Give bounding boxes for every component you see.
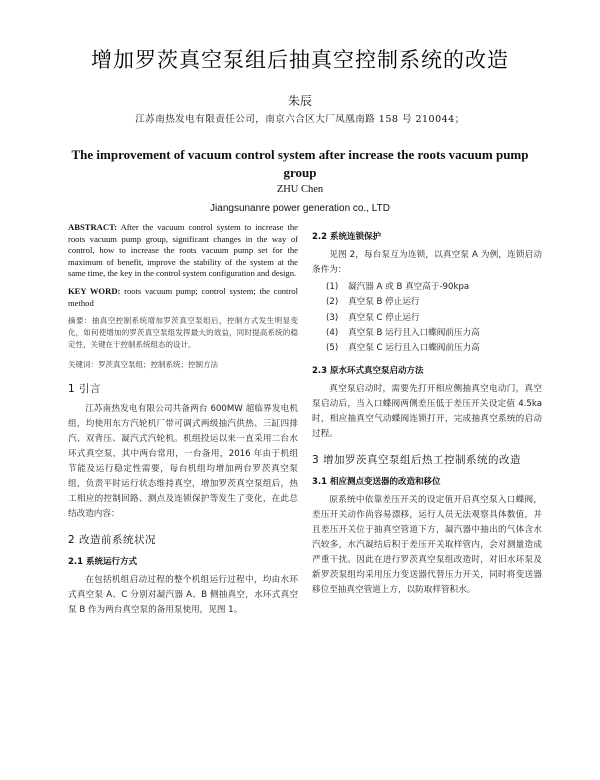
section-2-2-paragraph: 见图 2，每台泵互为连锁，以真空泵 A 为例，连锁启动条件为：: [312, 250, 542, 275]
abstract-label: ABSTRACT:: [68, 222, 118, 232]
section-2-1-paragraph: 在包括机组启动过程的整个机组运行过程中，均由水环式真空泵 A、C 分别对凝汽器 A、B 侧抽真空，水环式真空泵 B 作为两台真空泵的备用泵使用，见图 1。: [68, 575, 298, 616]
section-2-3-paragraph: 真空泵启动时，需要先打开相应侧抽真空电动门，真空泵启动后，当入口蝶阀两侧差压低于差压开关设定值 4.5ka 时，相应抽真空气动蝶阀连锁打开，完成抽真空系统的启动过程。: [312, 384, 542, 440]
english-author: ZHU Chen: [276, 184, 324, 195]
keywords-text: roots vacuum pump; control system; the control method: [68, 285, 298, 308]
section-2-3-heading: 2.3 原水环式真空泵启动方法: [312, 366, 424, 377]
interlock-conditions-list: [312, 280, 542, 356]
english-title: The improvement of vacuum control system after increase the roots vacuum pump group: [71, 147, 529, 180]
section-3-1-heading: 3.1 相应测点变送器的改造和移位: [312, 477, 441, 488]
abstract-chinese: 摘要：抽真空控制系统增加罗茨真空泵组后，控制方式发生明显变化，如何使增加的罗茨真空泵组发挥最大的效益，同时提高系统的稳定性，关键在于控制系统组态的设计。: [68, 316, 298, 350]
section-1-paragraph: 江苏南热发电有限公司共备两台 600MW 超临界发电机组，均使用东方汽轮机厂带可调式两级抽汽供热、三缸四排汽、双背压、凝汽式汽轮机。机组投运以来一直采用二台水环式真空泵，其中两台常用，一台备用，2016 年由于机组节能及运行稳定性需要，每台机组均增加两台罗茨真空泵组，负责平时运行状态维持真空，增加罗茨真空泵组后，热工相应的控制回路、测点及连锁保护等发生了变化，在此总结改造内容：: [68, 404, 298, 520]
abstract-text: After the vacuum control system to increase the roots vacuum pump group, significant changes in the way of control, how to increase the roots vacuum pump set for the maximum of benefit, improve the stability of the system at the same time, the key in the control system configuration and design.: [68, 222, 298, 279]
keywords-english: [68, 286, 298, 309]
section-2-1-heading: 2.1 系统运行方式: [68, 557, 138, 568]
abstract-english: [68, 222, 298, 280]
left-column: [68, 222, 298, 618]
author-name: 朱辰: [287, 94, 312, 108]
keywords-label: KEY WORD:: [68, 285, 121, 296]
section-1-heading: 1 引言: [68, 383, 102, 396]
english-affiliation: Jiangsunanre power generation co., LTD: [210, 203, 390, 214]
paper-title: 增加罗茨真空泵组后抽真空控制系统的改造: [91, 48, 509, 72]
list-item: (3) 真空泵 C 停止运行: [326, 312, 420, 323]
section-3-1-paragraph: 原系统中依靠差压开关的设定值开启真空泵入口蝶阀，差压开关动作尚容易漂移，运行人员无法观察具体数值，并且差压开关位于抽真空管道下方，凝汽器中抽出的气体含水汽较多，水汽凝结后积于差压开关取样管内，会对测量造成严重干扰。因此在进行罗茨真空泵组改造时，对旧水环泵及新罗茨泵组均采用压力变送器代替压力开关，同时将变送器移位至抽真空管道上方，以防取样管积水。: [312, 495, 542, 596]
section-2-2-heading: 2.2 系统连锁保护: [312, 232, 382, 242]
right-column: [312, 222, 542, 598]
list-item: (1) 凝汽器 A 或 B 真空高于-90kpa: [326, 282, 470, 292]
list-item: (4) 真空泵 B 运行且入口蝶阀前压力高: [326, 327, 480, 338]
list-item: (2) 真空泵 B 停止运行: [326, 297, 420, 308]
list-item: (5) 真空泵 C 运行且入口蝶阀前压力高: [326, 343, 480, 354]
section-2-heading: 2 改造前系统状况: [68, 534, 157, 547]
affiliation: 江苏南热发电有限责任公司，南京六合区大厂凤凰南路 158 号 210044；: [135, 114, 465, 125]
keywords-chinese: 关键词：罗茨真空泵组；控制系统；控制方法: [68, 360, 218, 370]
section-3-heading: 3 增加罗茨真空泵组后热工控制系统的改造: [312, 454, 522, 467]
